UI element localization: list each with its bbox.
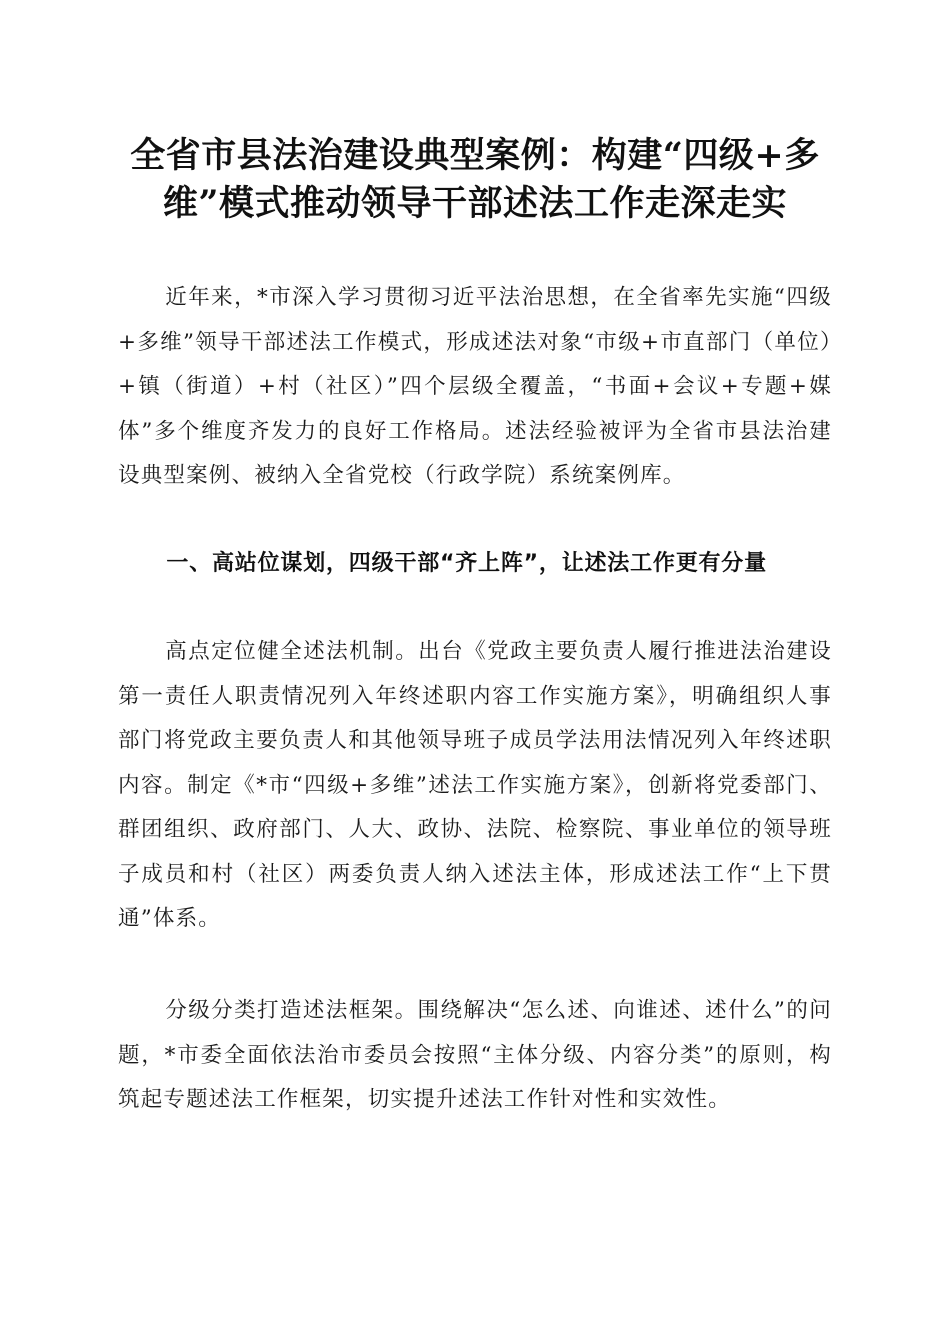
section-heading: 一、高站位谋划，四级干部“齐上阵”，让述法工作更有分量	[166, 551, 767, 576]
intro-paragraph: 近年来，*市深入学习贯彻习近平法治思想，在全省率先实施“四级+多维”领导干部述法工作模式，形成述法对象“市级+市直部门（单位）+镇（街道）+村（社区）”四个层级全覆盖，“书面+会议+专题+媒体”多个维度齐发力的良好工作格局。述法经验被评为全省市县法治建设典型案例、被纳入全省党校（行政学院）系统案例库。	[118, 285, 832, 488]
document-title: 全省市县法治建设典型案例：构建“四级+多维”模式推动领导干部述法工作走深走实	[130, 135, 820, 224]
section-paragraph-mechanism: 高点定位健全述法机制。出台《党政主要负责人履行推进法治建设第一责任人职责情况列入年终述职内容工作实施方案》，明确组织人事部门将党政主要负责人和其他领导班子成员学法用法情况列入年终述职内容。制定《*市“四级+多维”述法工作实施方案》，创新将党委部门、群团组织、政府部门、人大、政协、法院、检察院、事业单位的领导班子成员和村（社区）两委负责人纳入述法主体，形成述法工作“上下贯通”体系。	[118, 639, 832, 931]
section-paragraph-framework: 分级分类打造述法框架。围绕解决“怎么述、向谁述、述什么”的问题，*市委全面依法治市委员会按照“主体分级、内容分类”的原则，构筑起专题述法工作框架，切实提升述法工作针对性和实效性。	[118, 998, 832, 1112]
